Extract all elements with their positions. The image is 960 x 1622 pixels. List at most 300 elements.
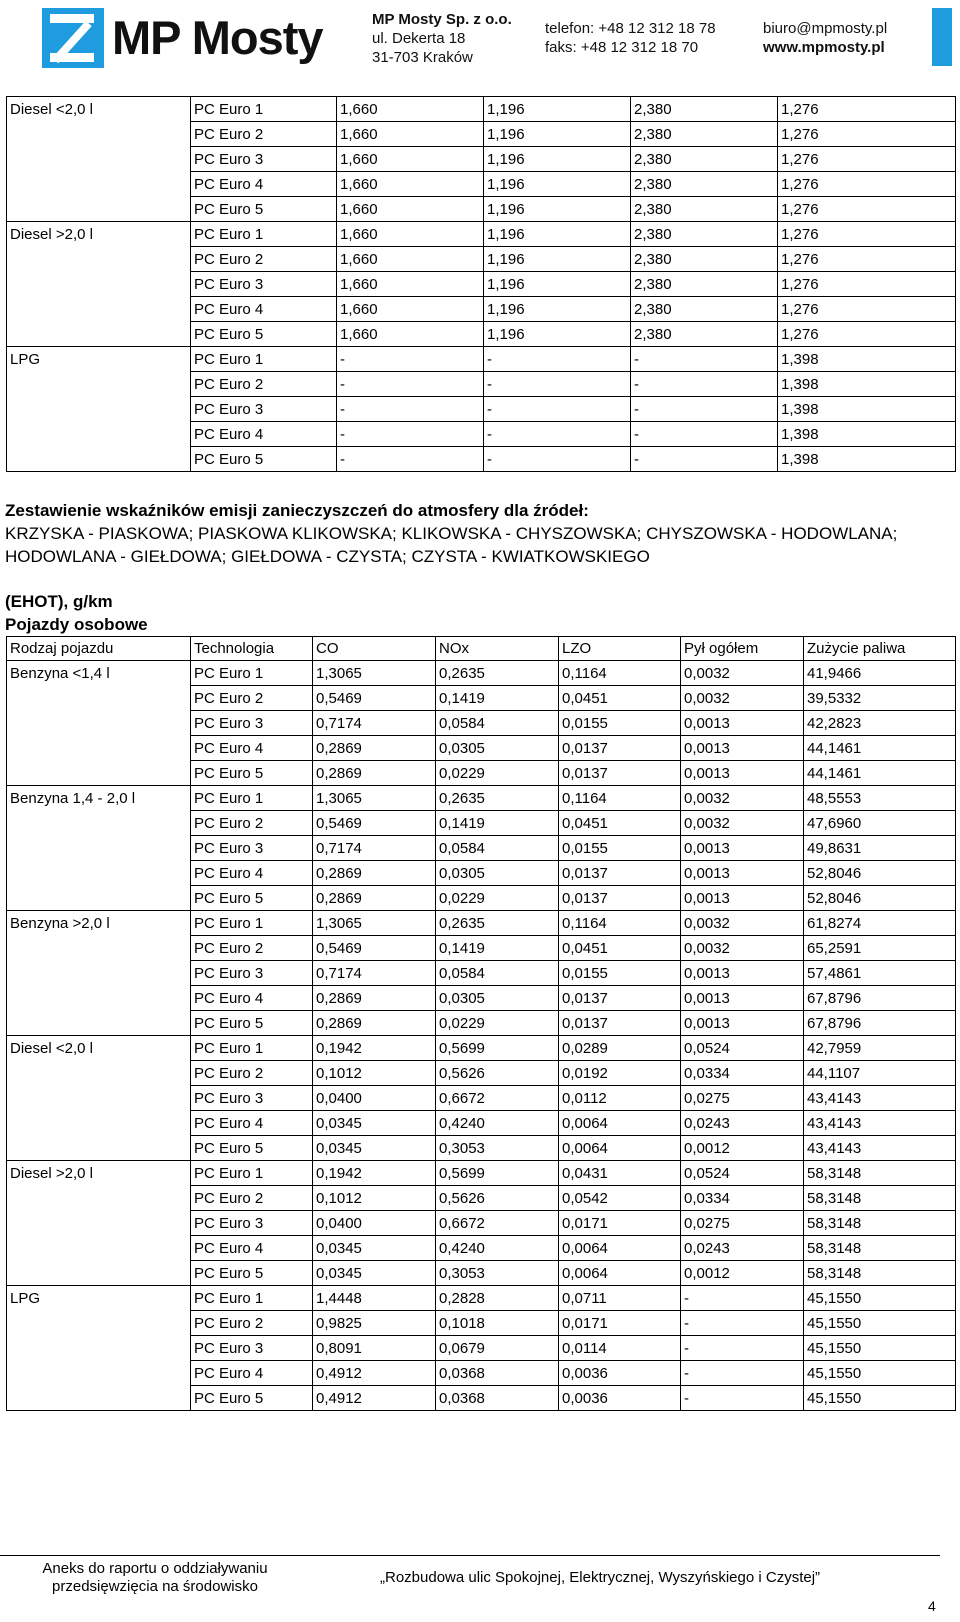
value-cell: - [484,422,631,447]
vehicle-type-cell-empty [7,1011,191,1036]
technology-cell: PC Euro 3 [191,1336,313,1361]
technology-cell: PC Euro 1 [191,786,313,811]
value-cell: - [681,1286,804,1311]
technology-cell: PC Euro 1 [191,1286,313,1311]
phone-number: telefon: +48 12 312 18 78 [545,20,716,37]
table-row [7,297,956,322]
value-cell: 1,660 [337,122,484,147]
vehicle-type-cell-empty [7,711,191,736]
column-header: Zużycie paliwa [804,637,956,661]
table-row [7,447,956,472]
technology-cell: PC Euro 5 [191,197,337,222]
vehicle-type-cell-empty [7,1111,191,1136]
value-cell: 0,5626 [436,1061,559,1086]
column-header: CO [313,637,436,661]
vehicle-type-cell-empty [7,1186,191,1211]
vehicle-type-cell-empty [7,836,191,861]
table-row [7,761,956,786]
value-cell: 0,0305 [436,736,559,761]
value-cell: 0,0032 [681,786,804,811]
value-cell: 1,4448 [313,1286,436,1311]
value-cell: 0,1942 [313,1161,436,1186]
technology-cell: PC Euro 3 [191,147,337,172]
footer-divider [0,1555,940,1556]
table-row [7,1386,956,1411]
value-cell: 52,8046 [804,861,956,886]
table-row [7,1086,956,1111]
technology-cell: PC Euro 2 [191,372,337,397]
table-row [7,1236,956,1261]
table-row [7,322,956,347]
vehicle-type-cell-empty [7,761,191,786]
value-cell: 44,1461 [804,736,956,761]
value-cell: 0,0542 [559,1186,681,1211]
value-cell: 0,0229 [436,886,559,911]
company-name: MP Mosty Sp. z o.o. [372,11,512,28]
value-cell: 65,2591 [804,936,956,961]
value-cell: 1,398 [778,397,956,422]
value-cell: 1,276 [778,222,956,247]
value-cell: - [337,397,484,422]
section-sources: KRZYSKA - PIASKOWA; PIASKOWA KLIKOWSKA; KLIKOWSKA - CHYSZOWSKA; CHYSZOWSKA - HODOWLANA; HODOWLANA - GIEŁDOWA; GIEŁDOWA - CZYSTA; CZYSTA - KWIATKOWSKIEGO [5,524,898,566]
table-row [7,172,956,197]
footer-left-line-2: przedsięwzięcia na środowisko [52,1578,258,1595]
technology-cell: PC Euro 4 [191,861,313,886]
table-row [7,1261,956,1286]
value-cell: 0,0155 [559,711,681,736]
value-cell: 1,660 [337,172,484,197]
technology-cell: PC Euro 2 [191,1311,313,1336]
vehicle-type-cell-empty [7,422,191,447]
value-cell: 0,7174 [313,836,436,861]
technology-cell: PC Euro 1 [191,222,337,247]
value-cell: - [337,347,484,372]
table-row [7,686,956,711]
value-cell: - [631,397,778,422]
value-cell: 0,1164 [559,661,681,686]
technology-cell: PC Euro 3 [191,836,313,861]
emission-table-passenger-cars [6,636,956,1411]
table-row [7,1286,956,1311]
value-cell: 0,4912 [313,1386,436,1411]
technology-cell: PC Euro 4 [191,736,313,761]
email-address: biuro@mpmosty.pl [763,20,888,37]
technology-cell: PC Euro 4 [191,297,337,322]
value-cell: 0,0013 [681,861,804,886]
website-address: www.mpmosty.pl [763,39,885,56]
value-cell: 0,2869 [313,861,436,886]
value-cell: 1,660 [337,222,484,247]
value-cell: 0,6672 [436,1211,559,1236]
column-header: Technologia [191,637,313,661]
technology-cell: PC Euro 1 [191,661,313,686]
value-cell: 0,0032 [681,911,804,936]
value-cell: 0,0275 [681,1211,804,1236]
value-cell: 0,0013 [681,886,804,911]
technology-cell: PC Euro 4 [191,172,337,197]
contact-online [763,19,887,57]
value-cell: 0,0036 [559,1386,681,1411]
vehicle-type-cell-empty [7,1236,191,1261]
value-cell: 58,3148 [804,1211,956,1236]
value-cell: 48,5553 [804,786,956,811]
value-cell: 1,660 [337,272,484,297]
table-row [7,1361,956,1386]
value-cell: 0,0524 [681,1161,804,1186]
value-cell: 0,5469 [313,936,436,961]
vehicle-type-cell-empty [7,1311,191,1336]
technology-cell: PC Euro 5 [191,447,337,472]
value-cell: 0,1419 [436,936,559,961]
value-cell: 0,6672 [436,1086,559,1111]
value-cell: 0,0584 [436,836,559,861]
value-cell: 1,276 [778,172,956,197]
vehicle-type-cell-empty [7,297,191,322]
column-header: LZO [559,637,681,661]
technology-cell: PC Euro 3 [191,1211,313,1236]
value-cell: 0,0275 [681,1086,804,1111]
value-cell: 43,4143 [804,1086,956,1111]
value-cell: 1,3065 [313,661,436,686]
technology-cell: PC Euro 2 [191,1186,313,1211]
value-cell: 1,660 [337,322,484,347]
value-cell: 1,3065 [313,786,436,811]
value-cell: - [681,1311,804,1336]
value-cell: 1,660 [337,247,484,272]
value-cell: 0,2635 [436,786,559,811]
table-row [7,147,956,172]
value-cell: 0,0114 [559,1336,681,1361]
technology-cell: PC Euro 5 [191,1011,313,1036]
value-cell: 1,398 [778,372,956,397]
value-cell: - [681,1386,804,1411]
value-cell: 2,380 [631,197,778,222]
value-cell: 0,1012 [313,1186,436,1211]
table-row [7,1111,956,1136]
value-cell: - [484,372,631,397]
table-row [7,811,956,836]
value-cell: - [631,372,778,397]
vehicle-type-cell-empty [7,1061,191,1086]
value-cell: 0,0013 [681,761,804,786]
value-cell: 0,0305 [436,986,559,1011]
technology-cell: PC Euro 4 [191,1361,313,1386]
value-cell: 2,380 [631,247,778,272]
value-cell: 0,0137 [559,1011,681,1036]
technology-cell: PC Euro 5 [191,1136,313,1161]
technology-cell: PC Euro 4 [191,422,337,447]
column-header: NOx [436,637,559,661]
value-cell: 0,7174 [313,711,436,736]
vehicle-type-cell: LPG [7,1286,191,1311]
value-cell: 0,5469 [313,686,436,711]
vehicle-type-cell-empty [7,811,191,836]
vehicle-type-cell-empty [7,1361,191,1386]
table-row [7,197,956,222]
value-cell: 0,2828 [436,1286,559,1311]
value-cell: 45,1550 [804,1311,956,1336]
vehicle-type-cell-empty [7,272,191,297]
value-cell: 0,1012 [313,1061,436,1086]
value-cell: 1,276 [778,247,956,272]
technology-cell: PC Euro 5 [191,1261,313,1286]
technology-cell: PC Euro 2 [191,811,313,836]
value-cell: 0,0243 [681,1111,804,1136]
value-cell: 61,8274 [804,911,956,936]
vehicle-type-cell-empty [7,322,191,347]
vehicle-type-cell-empty [7,936,191,961]
technology-cell: PC Euro 3 [191,961,313,986]
technology-cell: PC Euro 4 [191,1236,313,1261]
value-cell: 43,4143 [804,1111,956,1136]
value-cell: 0,2869 [313,761,436,786]
table-row [7,1061,956,1086]
value-cell: - [681,1336,804,1361]
value-cell: 0,0064 [559,1236,681,1261]
value-cell: 0,0155 [559,961,681,986]
technology-cell: PC Euro 5 [191,322,337,347]
table-row [7,1136,956,1161]
value-cell: 0,4240 [436,1236,559,1261]
value-cell: 1,660 [337,147,484,172]
technology-cell: PC Euro 1 [191,911,313,936]
value-cell: 0,2869 [313,886,436,911]
value-cell: 1,276 [778,197,956,222]
table-row [7,222,956,247]
vehicle-type-cell: Benzyna 1,4 - 2,0 l [7,786,191,811]
table-row [7,122,956,147]
value-cell: 0,0012 [681,1136,804,1161]
table-row [7,97,956,122]
value-cell: 0,0334 [681,1186,804,1211]
value-cell: 1,196 [484,122,631,147]
value-cell: 1,660 [337,97,484,122]
value-cell: 1,398 [778,447,956,472]
value-cell: 43,4143 [804,1136,956,1161]
technology-cell: PC Euro 5 [191,761,313,786]
value-cell: 47,6960 [804,811,956,836]
value-cell: 0,0584 [436,961,559,986]
value-cell: 58,3148 [804,1161,956,1186]
table-row [7,936,956,961]
vehicle-type-cell-empty [7,197,191,222]
value-cell: 0,0013 [681,736,804,761]
value-cell: 0,0137 [559,861,681,886]
table-row [7,736,956,761]
value-cell: 1,196 [484,197,631,222]
table-row [7,711,956,736]
value-cell: 0,0171 [559,1211,681,1236]
value-cell: 42,2823 [804,711,956,736]
value-cell: 0,0013 [681,836,804,861]
value-cell: 0,0013 [681,961,804,986]
vehicle-type-cell-empty [7,372,191,397]
technology-cell: PC Euro 3 [191,711,313,736]
technology-cell: PC Euro 2 [191,247,337,272]
table-row [7,1011,956,1036]
value-cell: 0,0137 [559,886,681,911]
column-header: Rodzaj pojazdu [7,637,191,661]
value-cell: 2,380 [631,222,778,247]
vehicle-type-cell-empty [7,247,191,272]
value-cell: 0,0451 [559,686,681,711]
value-cell: 0,0013 [681,1011,804,1036]
value-cell: 58,3148 [804,1261,956,1286]
technology-cell: PC Euro 4 [191,986,313,1011]
value-cell: 0,2869 [313,736,436,761]
table-row [7,372,956,397]
table-row [7,397,956,422]
value-cell: 0,5699 [436,1036,559,1061]
value-cell: 2,380 [631,122,778,147]
vehicle-type-cell-empty [7,447,191,472]
value-cell: 1,196 [484,97,631,122]
value-cell: 0,5626 [436,1186,559,1211]
vehicle-type-cell-empty [7,1386,191,1411]
vehicle-type-cell-empty [7,397,191,422]
value-cell: 0,3053 [436,1261,559,1286]
value-cell: 0,2869 [313,986,436,1011]
value-cell: 0,0451 [559,811,681,836]
value-cell: 0,5699 [436,1161,559,1186]
value-cell: - [484,447,631,472]
value-cell: 0,0112 [559,1086,681,1111]
value-cell: 0,1018 [436,1311,559,1336]
value-cell: 67,8796 [804,986,956,1011]
value-cell: - [631,447,778,472]
address-line-2: 31-703 Kraków [372,49,473,66]
value-cell: 0,4240 [436,1111,559,1136]
value-cell: 44,1461 [804,761,956,786]
technology-cell: PC Euro 2 [191,122,337,147]
value-cell: 67,8796 [804,1011,956,1036]
table-row [7,786,956,811]
value-cell: 1,398 [778,422,956,447]
address-line-1: ul. Dekerta 18 [372,30,466,47]
value-cell: 0,0064 [559,1136,681,1161]
vehicle-type-cell-empty [7,686,191,711]
vehicle-type-cell-empty [7,172,191,197]
value-cell: - [631,422,778,447]
table-row [7,1311,956,1336]
vehicle-type-cell-empty [7,1086,191,1111]
value-cell: 1,276 [778,297,956,322]
value-cell: 0,0400 [313,1211,436,1236]
footer-project-name: „Rozbudowa ulic Spokojnej, Elektrycznej, Wyszyńskiego i Czystej” [380,1569,821,1586]
value-cell: 2,380 [631,322,778,347]
technology-cell: PC Euro 1 [191,1161,313,1186]
value-cell: 0,0334 [681,1061,804,1086]
vehicle-type-cell-empty [7,886,191,911]
value-cell: 0,0192 [559,1061,681,1086]
value-cell: 1,196 [484,147,631,172]
technology-cell: PC Euro 5 [191,1386,313,1411]
table-row [7,986,956,1011]
value-cell: 0,1942 [313,1036,436,1061]
value-cell: 0,0524 [681,1036,804,1061]
table-row [7,1211,956,1236]
table-row [7,1161,956,1186]
column-header: Pył ogółem [681,637,804,661]
value-cell: - [484,347,631,372]
contact-phones [545,19,716,57]
value-cell: 0,0032 [681,661,804,686]
technology-cell: PC Euro 2 [191,686,313,711]
value-cell: 0,0368 [436,1386,559,1411]
value-cell: 0,8091 [313,1336,436,1361]
value-cell: 1,3065 [313,911,436,936]
table-row [7,1036,956,1061]
vehicle-type-cell-empty [7,986,191,1011]
value-cell: 45,1550 [804,1361,956,1386]
table-row [7,861,956,886]
section-title [5,499,950,568]
value-cell: 1,196 [484,222,631,247]
value-cell: 1,276 [778,122,956,147]
technology-cell: PC Euro 3 [191,1086,313,1111]
technology-cell: PC Euro 1 [191,97,337,122]
header-accent-bar [932,8,952,66]
value-cell: - [337,447,484,472]
value-cell: 49,8631 [804,836,956,861]
value-cell: 0,0711 [559,1286,681,1311]
value-cell: 39,5332 [804,686,956,711]
vehicle-type-cell: Diesel >2,0 l [7,222,191,247]
company-logo-icon [42,8,104,68]
value-cell: 0,0229 [436,761,559,786]
value-cell: 41,9466 [804,661,956,686]
value-cell: 0,0171 [559,1311,681,1336]
table-row [7,1336,956,1361]
value-cell: 0,0345 [313,1111,436,1136]
value-cell: 0,0243 [681,1236,804,1261]
value-cell: 45,1550 [804,1286,956,1311]
value-cell: 0,4912 [313,1361,436,1386]
value-cell: 0,0584 [436,711,559,736]
table-row [7,422,956,447]
vehicle-type-cell-empty [7,1136,191,1161]
technology-cell: PC Euro 1 [191,347,337,372]
value-cell: 0,0431 [559,1161,681,1186]
table-row [7,247,956,272]
value-cell: - [337,422,484,447]
vehicle-type-cell: LPG [7,347,191,372]
table-row [7,886,956,911]
value-cell: 44,1107 [804,1061,956,1086]
vehicle-type-cell-empty [7,1336,191,1361]
table-row [7,836,956,861]
value-cell: - [337,372,484,397]
vehicle-type-cell-empty [7,147,191,172]
footer-left-line-1: Aneks do raportu o oddziaływaniu [42,1560,268,1577]
value-cell: 0,2869 [313,1011,436,1036]
page-number: 4 [928,1598,936,1614]
value-cell: 2,380 [631,147,778,172]
table-row [7,272,956,297]
value-cell: 0,0345 [313,1236,436,1261]
vehicle-type-cell: Benzyna <1,4 l [7,661,191,686]
section-heading: Zestawienie wskaźników emisji zanieczyszczeń do atmosfery dla źródeł: [5,501,589,520]
value-cell: 2,380 [631,172,778,197]
value-cell: 0,0289 [559,1036,681,1061]
vehicle-type-cell-empty [7,122,191,147]
value-cell: 58,3148 [804,1236,956,1261]
company-address [372,10,512,67]
value-cell: 0,0345 [313,1136,436,1161]
value-cell: 1,196 [484,297,631,322]
value-cell: 0,0013 [681,711,804,736]
value-cell: 1,660 [337,197,484,222]
